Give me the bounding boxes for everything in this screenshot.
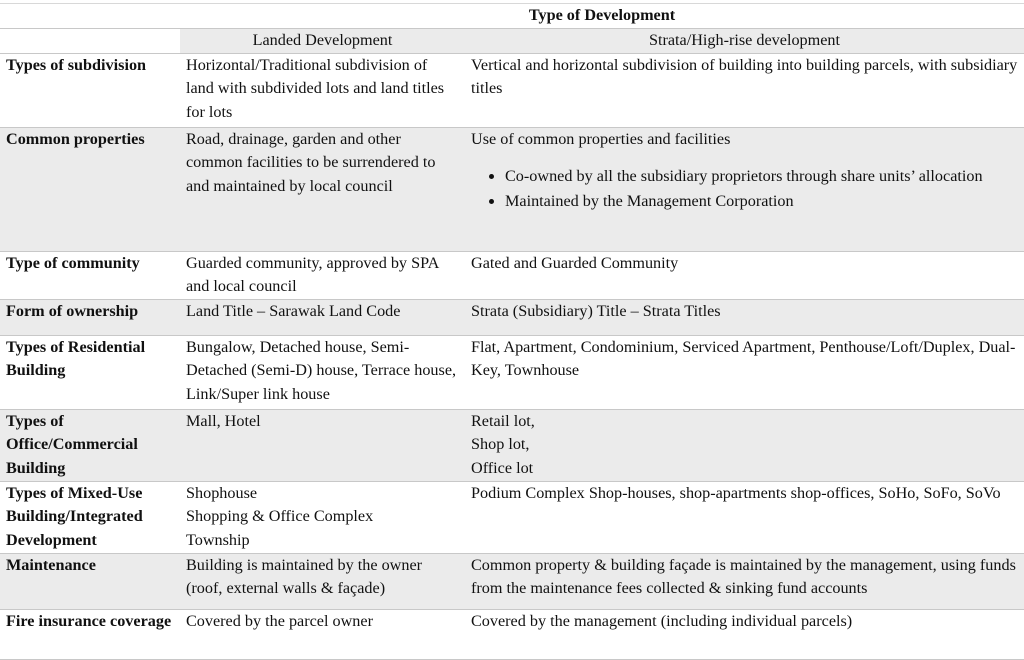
landed-cell: Guarded community, approved by SPA and local council — [180, 251, 465, 299]
row-label: Types of Residential Building — [0, 335, 180, 409]
table-row — [0, 53, 1024, 127]
column-header-strata: Strata/High-rise development — [465, 29, 1024, 53]
strata-bullet-list — [471, 165, 1018, 213]
row-label: Types of Mixed-Use Building/Integrated Development — [0, 481, 180, 553]
table-row — [0, 127, 1024, 251]
group-header: Type of Development — [180, 4, 1024, 29]
row-label: Form of ownership — [0, 299, 180, 335]
strata-cell: Covered by the management (including individual parcels) — [465, 609, 1024, 659]
empty-corner — [0, 4, 180, 29]
column-header-landed: Landed Development — [180, 29, 465, 53]
table-row — [0, 609, 1024, 659]
landed-cell — [180, 481, 465, 553]
strata-cell: Gated and Guarded Community — [465, 251, 1024, 299]
row-label: Maintenance — [0, 553, 180, 609]
table-row — [0, 481, 1024, 553]
development-comparison-table — [0, 3, 1024, 660]
landed-cell: Bungalow, Detached house, Semi-Detached (Semi-D) house, Terrace house, Link/Super link house — [180, 335, 465, 409]
table-row — [0, 251, 1024, 299]
strata-cell-intro: Use of common properties and facilities — [471, 129, 731, 148]
empty-corner-sub — [0, 29, 180, 53]
row-label: Fire insurance coverage — [0, 609, 180, 659]
landed-line: Shophouse — [186, 483, 258, 502]
landed-cell: Land Title – Sarawak Land Code — [180, 299, 465, 335]
strata-cell — [465, 409, 1024, 481]
landed-cell: Mall, Hotel — [180, 409, 465, 481]
row-label: Types of Office/Commercial Building — [0, 409, 180, 481]
strata-cell: Common property & building façade is maintained by the management, using funds from the maintenance fees collected & sinking fund accounts — [465, 553, 1024, 609]
table-row — [0, 335, 1024, 409]
strata-cell: Flat, Apartment, Condominium, Serviced Apartment, Penthouse/Loft/Duplex, Dual-Key, Townhouse — [465, 335, 1024, 409]
landed-cell: Road, drainage, garden and other common facilities to be surrendered to and maintained by local council — [180, 127, 465, 251]
table-row — [0, 409, 1024, 481]
landed-cell: Building is maintained by the owner (roof, external walls & façade) — [180, 553, 465, 609]
table-row — [0, 553, 1024, 609]
strata-line: Shop lot, — [471, 435, 530, 454]
row-label: Common properties — [0, 127, 180, 251]
landed-cell: Horizontal/Traditional subdivision of land with subdivided lots and land titles for lots — [180, 53, 465, 127]
strata-cell: Podium Complex Shop-houses, shop-apartments shop-offices, SoHo, SoFo, SoVo — [465, 481, 1024, 553]
bullet-item: • Maintained by the Management Corporation — [505, 190, 1018, 213]
strata-line: Retail lot, — [471, 411, 535, 430]
row-label: Type of community — [0, 251, 180, 299]
landed-cell: Covered by the parcel owner — [180, 609, 465, 659]
strata-line: Office lot — [471, 458, 534, 477]
row-label: Types of subdivision — [0, 53, 180, 127]
landed-line: Shopping & Office Complex — [186, 507, 374, 526]
strata-cell: Vertical and horizontal subdivision of building into building parcels, with subsidiary titles — [465, 53, 1024, 127]
table-row — [0, 299, 1024, 335]
bullet-item: • Co-owned by all the subsidiary proprietors through share units’ allocation — [505, 165, 1018, 188]
strata-cell: Strata (Subsidiary) Title – Strata Titles — [465, 299, 1024, 335]
landed-line: Township — [186, 530, 250, 549]
strata-cell — [465, 127, 1024, 251]
